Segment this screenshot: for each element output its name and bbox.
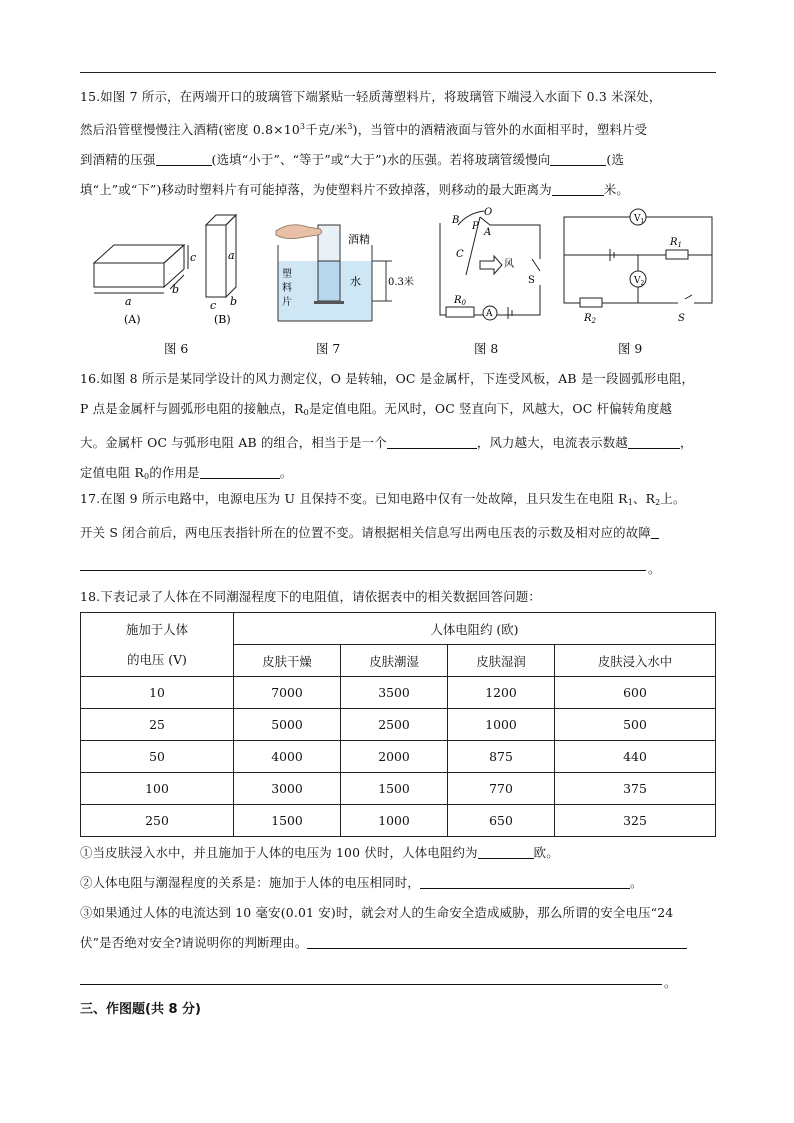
fig7-beaker — [276, 225, 392, 321]
fig8-label: 图 8 — [474, 341, 499, 356]
question-15: 15.如图 7 所示，在两端开口的玻璃管下端紧贴一轻质薄塑料片，将玻璃管下端浸入水面下 0.3 米深处， 然后沿管壁慢慢注入酒精(密度 $0.8\times 10^3$千克/米$^3$)，当管中的酒精液面与管外的水面相平时，塑料片受 到酒精的压强 (选填“小于”、“等于”或“大于”)水的压强。若将玻璃管缓慢向 (选 填“上”或“下”)移动时塑料片有可能掉落，为使塑料片不致掉落，则移动的最大距离为 米。 — [80, 89, 662, 197]
fig9-label: 图 9 — [618, 341, 643, 356]
svg-text:c: c — [210, 299, 217, 312]
svg-text:B: B — [452, 215, 460, 226]
table-subheader: 皮肤潮湿 — [341, 645, 448, 677]
answer-blank[interactable] — [550, 151, 606, 166]
svg-text:R1: $R_1$ — [670, 237, 682, 249]
fig6-a-caption: (A) — [124, 313, 141, 326]
answer-blank[interactable] — [628, 434, 680, 449]
fig6-var-b: b — [172, 283, 180, 296]
table-header-group: 人体电阻约 (欧) — [234, 613, 716, 645]
section-3-title: 三、作图题(共 8 分) — [80, 1002, 201, 1017]
q15-line-1: 15.如图 7 所示，在两端开口的玻璃管下端紧贴一轻质薄塑料片，将玻璃管下端浸入水面下 0.3 米深处， — [80, 89, 662, 104]
svg-text:O: O — [484, 207, 493, 218]
fig6-var-a: a — [125, 295, 132, 308]
svg-text:片: 片 — [282, 297, 292, 308]
answer-blank[interactable] — [200, 464, 280, 479]
figures-row — [80, 205, 720, 360]
svg-text:S: S — [528, 275, 535, 286]
answer-line[interactable] — [80, 984, 662, 985]
question-18-intro: 18.下表记录了人体在不同潮湿程度下的电阻值，请依据表中的相关数据回答问题： — [80, 589, 541, 604]
answer-blank[interactable] — [307, 934, 687, 949]
answer-blank[interactable] — [156, 151, 212, 166]
fig7-label: 图 7 — [316, 341, 341, 356]
svg-text:V2: $V_2$ — [634, 276, 645, 287]
answer-blank[interactable] — [552, 181, 604, 196]
answer-line[interactable] — [80, 570, 646, 571]
table-header-voltage: 施加于人体 的电压 (V) — [81, 613, 234, 677]
fig7-depth-label: 0.3米 — [388, 277, 414, 288]
table-row: 100 3000 1500 770 375 — [81, 773, 716, 805]
resistance-table — [80, 612, 716, 837]
svg-text:V1: $V_1$ — [634, 214, 645, 225]
table-row: 250 1500 1000 650 325 — [81, 805, 716, 837]
svg-text:R2: $R_2$ — [584, 313, 596, 325]
question-16: 16.如图 8 所示是某同学设计的风力测定仪，O 是转轴，OC 是金属杆，下连受风板，AB 是一段圆弧形电阻， P 点是金属杆与圆弧形电阻的接触点，$R_0$是定值电阻。无风时，OC 竖直向下，风越大，OC 杆偏转角度越 大。金属杆 OC 与弧形电阻 AB 的组合，相当于是一个 ，风力越大，电流表示数越 ， 定值电阻 $R_0$的作用是 。 — [80, 371, 695, 481]
table-subheader: 皮肤浸入水中 — [555, 645, 716, 677]
svg-text:A: A — [486, 309, 493, 319]
fig6-b-caption: (B) — [214, 313, 231, 326]
svg-text:料: 料 — [282, 283, 292, 294]
svg-text:R0: $R_0$ — [454, 295, 466, 307]
question-18-items: ①当皮肤浸入水中，并且施加于人体的电压为 100 伏时，人体电阻约为 欧。 ②人体电阻与潮湿程度的关系是：施加于人体的电压相同时， 。 ③如果通过人体的电流达到 10 毫安(0.01 安)时，就会对人的生命安全造成威胁，那么所谓的安全电压“24 伏”是否绝对安全?请说明你的判断理由。 — [80, 838, 720, 958]
table-row: 25 5000 2500 1000 500 — [81, 709, 716, 741]
svg-text:b: b — [230, 295, 238, 308]
fig6-var-c: c — [190, 251, 197, 264]
answer-blank[interactable] — [420, 874, 630, 889]
question-17: 17.在图 9 所示电路中，电源电压为 U 且保持不变。已知电路中仅有一处故障，且只发生在电阻 $R_1$、$R_2$上。 开关 S 闭合前后，两电压表指针所在的位置不变。请根据相关信息写出两电压表的示数及相对应的故障 — [80, 491, 686, 540]
table-subheader: 皮肤干燥 — [234, 645, 341, 677]
answer-blank[interactable] — [651, 524, 659, 539]
fig6-label: 图 6 — [164, 341, 189, 356]
table-subheader: 皮肤湿润 — [448, 645, 555, 677]
svg-text:P: P — [472, 221, 479, 232]
figures-drawing — [80, 205, 720, 335]
fig7-water-label: 水 — [350, 275, 361, 288]
answer-blank[interactable] — [387, 434, 477, 449]
svg-text:a: a — [228, 249, 235, 262]
svg-text:A: A — [484, 227, 492, 238]
svg-text:塑: 塑 — [282, 269, 292, 280]
svg-text:风: 风 — [504, 259, 514, 270]
svg-text:S: S — [678, 313, 685, 324]
svg-text:C: C — [456, 249, 464, 260]
table-row: 10 7000 3500 1200 600 — [81, 677, 716, 709]
answer-blank[interactable] — [478, 844, 534, 859]
fig7-alcohol-label: 酒精 — [348, 233, 370, 246]
header-rule — [80, 72, 716, 73]
table-row: 50 4000 2000 875 440 — [81, 741, 716, 773]
